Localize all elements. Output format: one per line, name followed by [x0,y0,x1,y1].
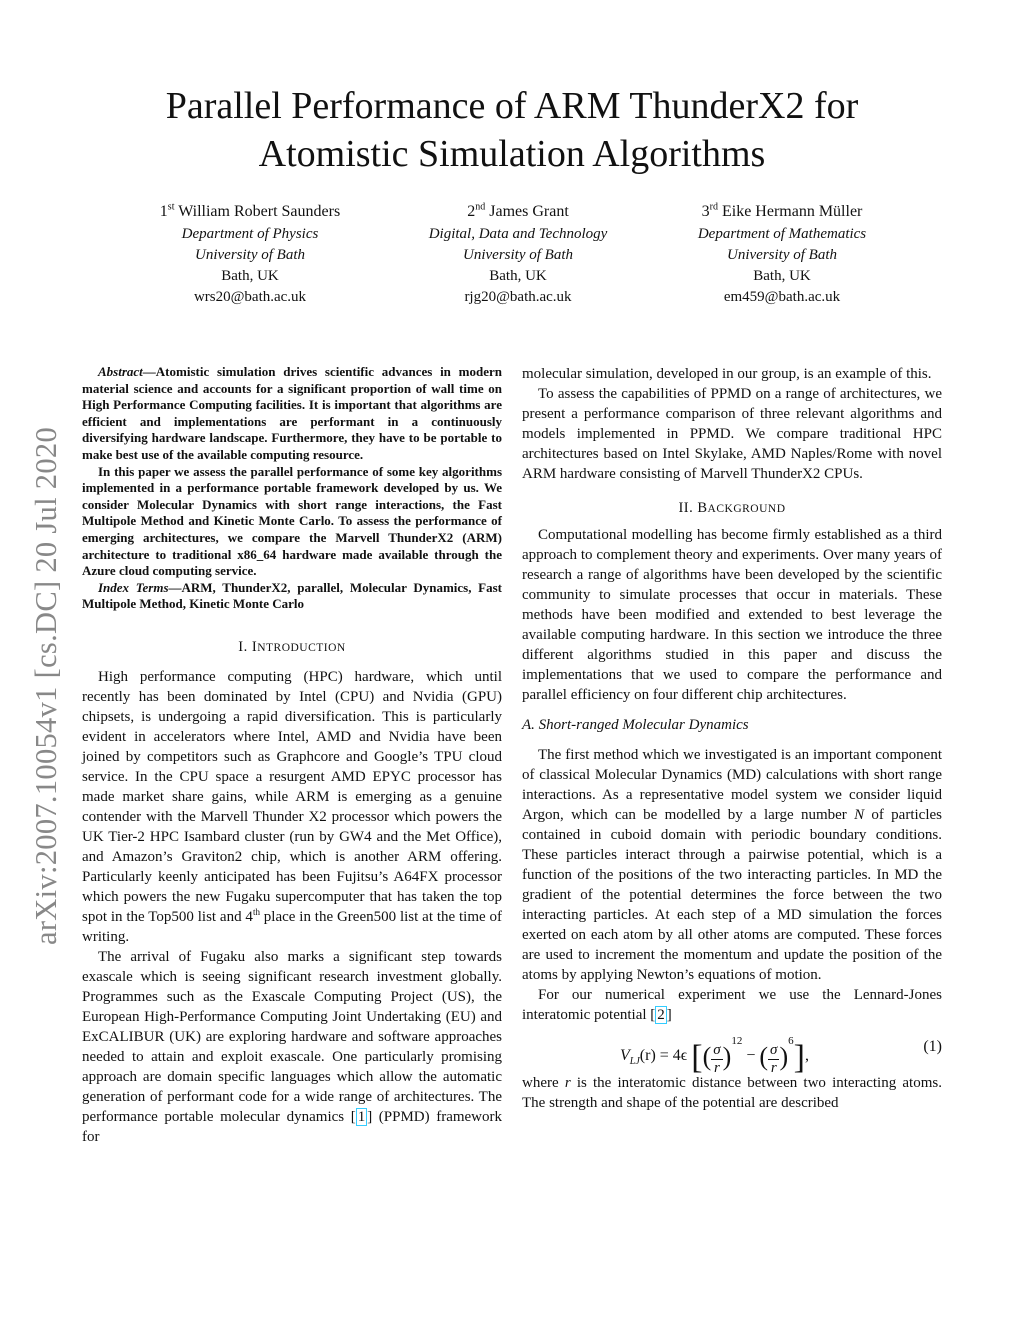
author-university: University of Bath [463,247,573,263]
author-university: University of Bath [195,247,305,263]
author-location: Bath, UK [753,268,811,284]
abstract-paragraph-1: Abstract—Atomistic simulation drives scientific advances in modern material science and accounts for a significant proportion of wall time on High Performance Computing facilities. It is important that algorithms are efficient and implementations are performant in a continuously diversifying hardware landscape. Furthermore, they have to be portable to make best use of the available computing resource. [82,364,502,462]
author-block-1 [110,200,390,308]
title-line-2: Atomistic Simulation Algorithms [258,133,766,175]
intro-continued: molecular simulation, developed in our group, is an example of this. [522,366,932,382]
lj-paragraph: For our numerical experiment we use the Lennard-Jones interatomic potential [ 2 ] [522,987,942,1023]
abstract-paragraph-2: In this paper we assess the parallel performance of some key algorithms implemented in a performance portable framework developed by us. We consider Molecular Dynamics with short range interactions, the Fast Multipole Method and Kinetic Monte Carlo. To assess the performance of emerging architectures, we compare the Marvell ThunderX2 (ARM) architecture to traditional x86_64 hardware made available through the Azure cloud computing service. [82,463,502,579]
abstract [82,364,502,613]
assess-paragraph: To assess the capabilities of PPMD on a range of architectures, we present a performance comparison of three relevant algorithms and models implemented in PPMD. We compare traditional HPC architectures based on Intel Skylake, AMD Naples/Rome with novel ARM hardware consisting of Marvell ThunderX2 CPUs. [522,386,942,482]
author-department: Digital, Data and Technology [428,226,608,242]
author-location: Bath, UK [221,268,279,284]
paper-title [100,82,924,178]
author-email: em459@bath.ac.uk [723,289,841,305]
citation-link[interactable]: 1 [357,1108,366,1125]
lennard-jones-formula: $V_{LJ}(r) = 4\epsilon$ [( $\frac{\sigma}{r}$ )$^{12}$ − ( $\frac{\sigma}{r}$ )$^6$], [620,1035,809,1076]
author-department: Department of Mathematics [697,226,867,242]
background-paragraph: Computational modelling has become firmly established as a third approach to complement theory and experiments. Over many years of research a range of algorithms have been developed by the scientific community to simulate processes that occur in materials. These methods have been modified and extended to best leverage the available computing hardware. In this section we introduce the three different algorithms studied in this paper and discuss the implementations that we used to compare the performance and parallel efficiency on four different chip architectures. [522,527,942,703]
author-block-3 [642,200,922,308]
index-terms: Index Terms—ARM, ThunderX2, parallel, Molecular Dynamics, Fast Multipole Method, Kinetic Monte Carlo [82,579,502,612]
author-name: 2nd James Grant [467,201,569,220]
title-line-1: Parallel Performance of ARM ThunderX2 for [165,85,859,127]
author-email: wrs20@bath.ac.uk [193,289,307,305]
intro-paragraph-2: The arrival of Fugaku also marks a significant step towards exascale which is seeing significant research investment globally. Programmes such as the Exascale Computing Project (US), the European High-Performance Computing Joint Undertaking (EU) and ExCALIBUR (UK) are exploring hardware and software approaches needed to attain and exploit exascale. One particularly promising approach are domain specific languages which allow the automatic generation of performant code for a wide range of architectures. The performance portable molecular dynamics [ 1 ] (PPMD) framework for [82,948,502,1145]
author-location: Bath, UK [489,268,547,284]
author-block-2 [378,200,658,308]
author-email: rjg20@bath.ac.uk [464,289,572,305]
equation-1 [522,1025,942,1076]
equation-number: (1) [923,1038,942,1055]
author-department: Department of Physics [181,226,319,242]
intro-paragraph-1: High performance computing (HPC) hardware, which until recently has been dominated by Intel (CPU) and Nvidia (GPU) chipsets, is undergoing a rapid diversification. This is particularly evident in accelerators where Intel, AMD and Nvidia have been joined by competitors such as Graphcore and Google’s TPU cloud service. In the CPU space a resurgent AMD EPYC processor has made market share gains, while ARM is emerging as a genuine contender with the Marvell Thunder X2 processor which powers the UK Tier-2 HPC Isambard cluster (run by GW4 and the Met Office), and Amazon’s Graviton2 chip, which is another ARM offering. Particularly keenly anticipated has been Fujitsu’s A64FX processor which powers the new Fugaku supercomputer that has taken the top spot in the Top500 list and 4th place in the Green500 list at the time of writing. [82,668,503,945]
md-paragraph: The first method which we investigated is an important component of classical Molecular Dynamics (MD) calculations with short range interactions. As a representative model system we consider liquid Argon, which can be modelled by a large number N of particles contained in cuboid domain with periodic boundary conditions. These particles interact through a pairwise potential, which is a function of the positions of the two interacting particles. In MD the gradient of the potential determines the force between the two interacting particles. At each step of a MD simulation the forces exerted on each atom by all other atoms are computed. These forces are used to increment the momentum and update the position of the atoms by applying Newton’s equations of motion. [522,747,942,983]
where-paragraph: where r is the interatomic distance between two interacting atoms. The strength and shape of the potential are described [522,1075,942,1111]
subsection-heading-md: A. Short-ranged Molecular Dynamics [522,717,749,733]
author-name: 3rd Eike Hermann Müller [701,201,863,220]
arxiv-identifier: arXiv:2007.10054v1 [cs.DC] 20 Jul 2020 [29,426,63,945]
citation-link[interactable]: 2 [657,1007,665,1023]
right-column [522,364,942,1113]
left-column [82,364,502,1147]
author-university: University of Bath [727,247,837,263]
author-name: 1st William Robert Saunders [159,201,341,220]
section-heading-background: II. BACKGROUND [678,500,786,516]
section-heading-introduction: I. INTRODUCTION [238,638,346,655]
